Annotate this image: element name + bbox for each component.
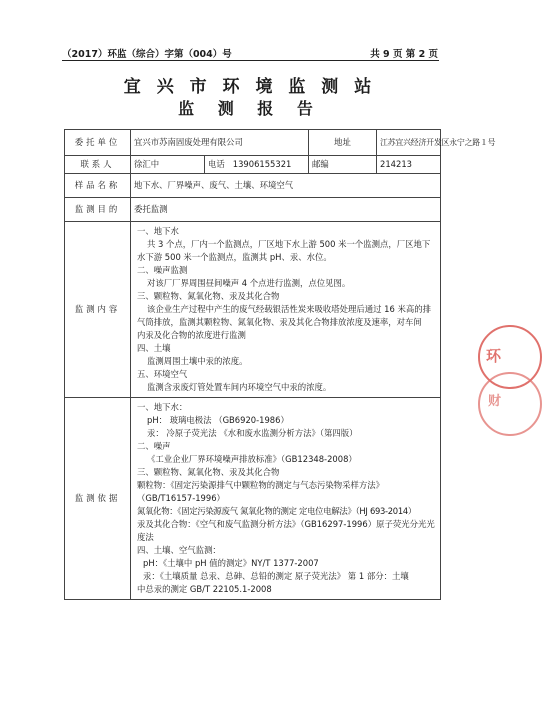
content-line: 共 3 个点，厂内一个监测点，厂区地下水上游 500 米一个监测点，厂区地下 [147,239,431,249]
content-line: 对该厂厂界周围昼间噪声 4 个点进行监测，点位见图。 [147,278,351,288]
purpose-row [65,198,441,222]
basis-heading: 三、颗粒物、氮氧化物、汞及其化合物 [137,467,280,477]
phone-value: 13906155321 [232,159,292,169]
content-heading: 二、噪声监测 [137,265,188,275]
seal-text: 环 [486,347,502,365]
basis-line: pH： 玻璃电极法 （GB6920-1986） [147,415,289,425]
purpose-label: 监测目的 [65,198,131,222]
basis-heading: 四、土壤、空气监测： [137,545,221,555]
basis-label: 监测依据 [65,398,131,600]
basis-row [65,398,441,600]
content-label: 监测内容 [65,222,131,398]
contact-row [65,156,441,174]
report-title: 监 测 报 告 [178,99,322,118]
postcode-label: 邮编 [309,156,377,174]
finance-seal-stamp [478,372,542,436]
contact-value: 徐汇中 [131,156,205,174]
content-line: 该企业生产过程中产生的废气经载银活性炭来吸收塔处理后通过 16 米高的排 [147,304,431,314]
content-heading: 五、环境空气 [137,369,188,379]
content-block [134,222,437,397]
address-label: 地址 [309,130,377,156]
content-line: 内汞及化合物的浓度进行监测 [137,330,246,340]
content-heading: 四、土壤 [137,343,171,353]
content-heading: 三、颗粒物、氮氧化物、汞及其化合物 [137,291,280,301]
content-heading: 一、地下水 [137,226,179,236]
content-line: 监测周围土壤中汞的浓度。 [147,356,248,366]
content-line: 水下游 500 米一个监测点，监测其 pH、汞、水位。 [137,252,332,262]
basis-block [134,398,437,599]
station-title: 宜 兴 市 环 境 监 测 站 [123,77,377,97]
client-row [65,130,441,156]
basis-line: 《工业企业厂界环境噪声排放标准》（GB12348-2008） [147,454,357,464]
report-table [64,129,496,600]
basis-line: 颗粒物：《固定污染源排气中颗粒物的测定与气态污染物采样方法》 [137,480,385,490]
basis-line: （GB/T16157-1996） [137,493,225,503]
basis-line: 汞：《土壤质量 总汞、总砷、总铅的测定 原子荧光法》 第 1 部分：土壤 [143,571,409,581]
basis-heading: 二、噪声 [137,441,171,451]
content-line: 气筒排放，监测其颗粒物、氮氧化物、汞及其化合物排放浓度及速率，对车间 [137,317,422,327]
page-info: 共 9 页 第 2 页 [370,49,438,60]
document-number: （2017）环监（综合）字第（004）号 [62,49,232,60]
sample-value: 地下水、厂界噪声、废气、土壤、环境空气 [131,174,441,198]
basis-line: 氮氧化物：《固定污染源废气 氮氧化物的测定 定电位电解法》（HJ 693-2014） [137,506,416,516]
basis-line: 汞： 冷原子荧光法 《水和废水监测分析方法》（第四版） [147,428,358,438]
basis-line: 度法 [137,532,154,542]
content-line: 监测含汞废灯管处置车间内环境空气中汞的浓度。 [147,382,332,392]
sample-label: 样品名称 [65,174,131,198]
client-value: 宜兴市苏南固废处理有限公司 [131,130,309,156]
sample-row [65,174,441,198]
basis-line: pH：《土壤中 pH 值的测定》NY/T 1377-2007 [143,558,319,568]
client-label: 委托单位 [65,130,131,156]
seal-text: 财 [488,394,502,409]
address-value: 江苏宜兴经济开发区永宁之路１号 [377,130,441,156]
contact-label: 联系人 [65,156,131,174]
basis-line: 中总汞的测定 GB/T 22105.1-2008 [137,584,272,594]
basis-heading: 一、地下水： [137,402,188,412]
header-rule [62,60,439,61]
content-row [65,222,441,398]
postcode-value: 214213 [377,156,441,174]
basis-line: 汞及其化合物：《空气和废气监测分析方法》（GB16297-1996）原子荧光分光光 [137,519,435,529]
phone-label: 电话 [208,159,225,169]
purpose-value: 委托监测 [131,198,441,222]
